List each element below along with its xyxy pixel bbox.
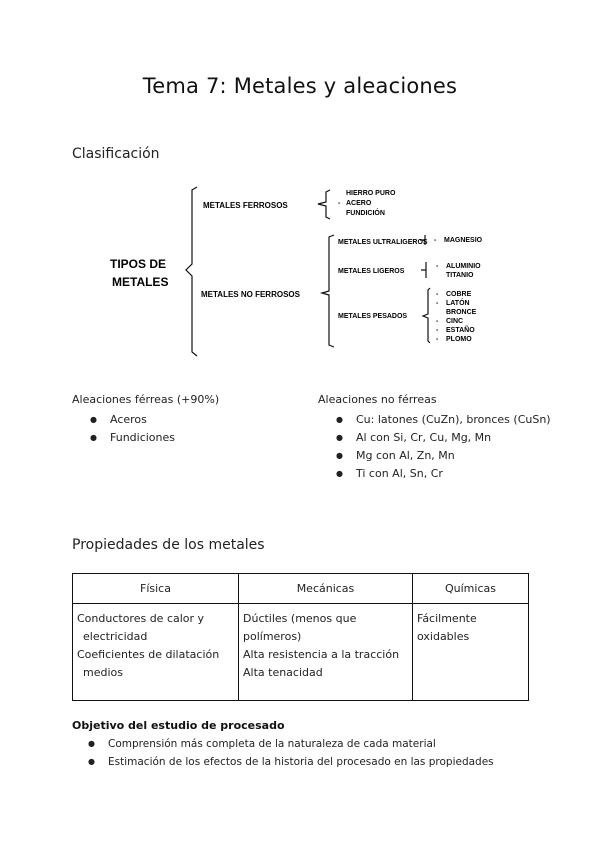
- heavy-item: PLOMO: [446, 336, 472, 343]
- objective-heading: Objetivo del estudio de procesado: [72, 719, 285, 732]
- list-item: ● Ti con Al, Sn, Cr: [336, 465, 551, 483]
- table-header-row: [73, 574, 529, 604]
- light-item: TITANIO: [446, 272, 474, 279]
- cell-line: electricidad: [83, 630, 148, 643]
- ferrous-item: HIERRO PURO: [346, 190, 396, 197]
- list-item: ● Fundiciones: [90, 429, 219, 447]
- objective-list: [88, 735, 494, 771]
- heavy-label: METALES PESADOS: [338, 313, 408, 320]
- heavy-item: COBRE: [446, 291, 472, 298]
- page-title: Tema 7: Metales y aleaciones: [142, 74, 458, 98]
- list-item: ● Cu: latones (CuZn), bronces (CuSn): [336, 411, 551, 429]
- column-header-mechanical: Mecánicas: [239, 574, 413, 604]
- table-row: [73, 604, 529, 701]
- heavy-item: ESTAÑO: [446, 327, 475, 334]
- classification-diagram: [0, 180, 600, 370]
- cell-line: Alta resistencia a la tracción: [243, 648, 400, 661]
- heavy-dash: -: [436, 300, 439, 307]
- list-item: ● Al con Si, Cr, Cu, Mg, Mn: [336, 429, 551, 447]
- light-bracket: [421, 262, 426, 278]
- main-bracket: [186, 187, 197, 356]
- ferrous-label: METALES FERROSOS: [203, 201, 288, 210]
- column-header-chemical: Químicas: [413, 574, 529, 604]
- root-label-line1: TIPOS DE: [110, 257, 167, 271]
- ferrous-alloys-heading: Aleaciones férreas (+90%): [72, 393, 220, 406]
- physical-cell: [73, 604, 239, 701]
- light-dash: -: [436, 263, 439, 270]
- list-item: ● Aceros: [90, 411, 219, 429]
- light-label: METALES LIGEROS: [338, 268, 405, 275]
- root-label-line2: METALES: [112, 275, 169, 289]
- heavy-items: [436, 291, 477, 343]
- ultralight-label: METALES ULTRALIGEROS: [338, 239, 428, 246]
- nonferrous-label: METALES NO FERROSOS: [201, 290, 300, 299]
- list-item: ● Comprensión más completa de la naturaleza de cada material: [88, 735, 494, 753]
- heavy-bracket: [423, 288, 430, 343]
- nonferrous-bracket: [322, 235, 334, 347]
- cell-line: medios: [83, 666, 123, 679]
- column-header-physical: Física: [73, 574, 239, 604]
- ferrous-item: ACERO: [346, 200, 372, 207]
- mechanical-cell: [239, 604, 413, 701]
- nonferrous-alloys-section: [318, 393, 551, 483]
- chemical-cell: [413, 604, 529, 701]
- heavy-item: BRONCE: [446, 309, 477, 316]
- nonferrous-alloys-heading: Aleaciones no férreas: [318, 393, 437, 406]
- ferrous-item: FUNDICIÓN: [346, 210, 385, 217]
- nonferrous-alloys-list: [336, 411, 551, 483]
- heavy-item: CINC: [446, 318, 464, 325]
- light-item: ALUMINIO: [446, 263, 481, 270]
- heavy-item: LATÓN: [446, 300, 470, 307]
- properties-table: [72, 573, 529, 701]
- heavy-dash: -: [436, 291, 439, 298]
- cell-line: Coeficientes de dilatación: [77, 648, 220, 661]
- cell-line: Dúctiles (menos que polímeros): [243, 612, 357, 643]
- heavy-dash: -: [436, 318, 439, 325]
- ultralight-item: MAGNESIO: [444, 237, 483, 244]
- ultralight-dash: -: [434, 237, 437, 244]
- cell-line: Alta tenacidad: [243, 666, 323, 679]
- list-item: ● Estimación de los efectos de la historia del procesado en las propiedades: [88, 753, 494, 771]
- ferrous-alloys-list: [90, 411, 219, 447]
- heavy-dash: -: [436, 336, 439, 343]
- ferrous-alloys-section: [72, 393, 219, 447]
- cell-line: Conductores de calor y: [77, 612, 205, 625]
- list-item: ● Mg con Al, Zn, Mn: [336, 447, 551, 465]
- classification-heading: Clasificación: [72, 146, 160, 162]
- properties-heading: Propiedades de los metales: [72, 537, 265, 553]
- ferrous-bracket: [318, 190, 330, 219]
- heavy-dash: -: [436, 327, 439, 334]
- ferrous-dash: -: [338, 200, 341, 207]
- cell-line: Fácilmente oxidables: [417, 612, 477, 643]
